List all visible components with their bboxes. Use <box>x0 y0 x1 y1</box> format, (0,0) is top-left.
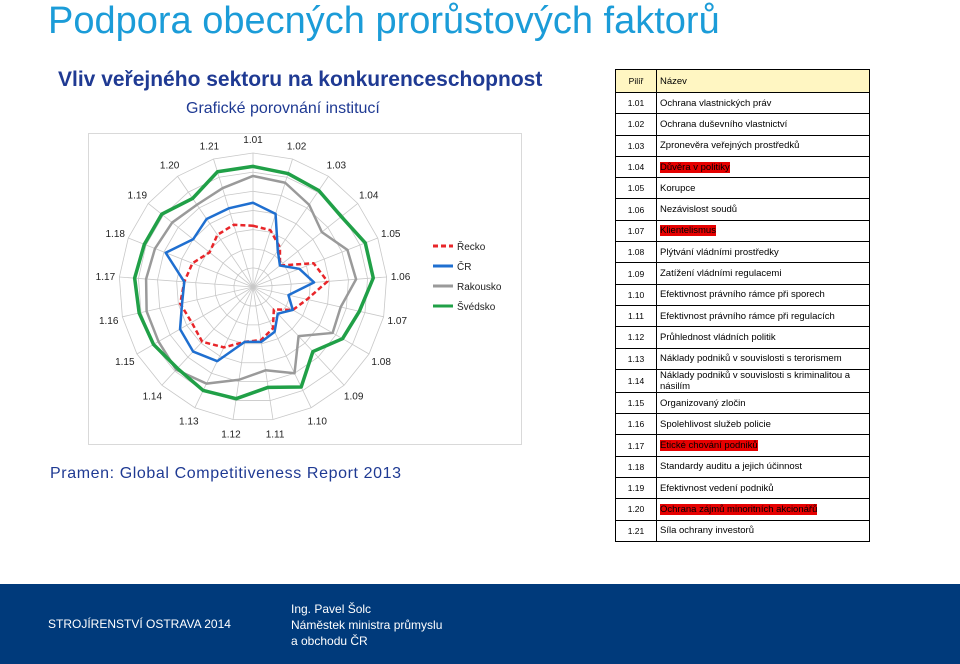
pillar-name <box>657 263 870 284</box>
radar-axis-spoke <box>119 277 253 287</box>
pillar-code: 1.06 <box>616 199 657 220</box>
pillar-code: 1.17 <box>616 435 657 456</box>
pillar-name <box>657 435 870 456</box>
pillar-code: 1.04 <box>616 156 657 177</box>
legend-label-4: Švédsko <box>457 302 496 313</box>
pillar-name <box>657 93 870 114</box>
pillar-name-text: Korupce <box>660 182 696 194</box>
pillar-name <box>657 414 870 435</box>
table-header-row <box>616 70 870 93</box>
radar-axis-label: 1.11 <box>265 429 285 441</box>
radar-axis-label: 1.14 <box>142 391 163 403</box>
pillar-name-text: Ochrana vlastnických práv <box>660 97 772 109</box>
pillar-name <box>657 178 870 199</box>
pillar-code: 1.14 <box>616 369 657 392</box>
table-row <box>616 242 870 263</box>
table-row <box>616 414 870 435</box>
radar-axis-label: 1.10 <box>307 416 327 428</box>
pillar-name-text: Náklady podniků v souvislosti s kriminalitou a násilím <box>660 369 851 392</box>
radar-axis-label: 1.19 <box>127 190 148 202</box>
pillar-code: 1.03 <box>616 135 657 156</box>
table-row <box>616 93 870 114</box>
table-row <box>616 520 870 541</box>
table-row <box>616 305 870 326</box>
chart-caption: Grafické porovnání institucí <box>186 100 380 117</box>
header-name: Název <box>657 70 870 93</box>
pillar-name <box>657 284 870 305</box>
radar-axis-label: 1.03 <box>326 160 347 172</box>
radar-axis-spoke <box>253 238 378 287</box>
pillar-name-text: Důvěra v politiky <box>660 161 730 173</box>
pillar-name-text: Nezávislost soudů <box>660 204 738 216</box>
radar-axis-label: 1.09 <box>343 391 364 403</box>
radar-chart <box>88 133 522 445</box>
pillar-name-text: Klientelismus <box>660 225 716 237</box>
radar-axis-label: 1.07 <box>387 315 408 327</box>
radar-axis-label: 1.02 <box>286 141 307 153</box>
pillar-name <box>657 456 870 477</box>
pillar-code: 1.07 <box>616 220 657 241</box>
radar-axis-spoke <box>122 287 253 317</box>
pillar-name-text: Spolehlivost služeb policie <box>660 418 771 430</box>
radar-axis-label: 1.13 <box>179 416 199 428</box>
radar-axis-label: 1.21 <box>199 141 220 153</box>
pillar-name <box>657 348 870 369</box>
table-row <box>616 348 870 369</box>
pillar-name-text: Náklady podniků v souvislosti s terorismem <box>660 353 842 365</box>
pillar-name-text: Efektivnost právního rámce při regulacích <box>660 310 835 322</box>
pillar-name <box>657 478 870 499</box>
pillar-name <box>657 392 870 413</box>
radar-axis-label: 1.01 <box>243 135 263 146</box>
pillar-name-text: Ochrana duševního vlastnictví <box>660 118 788 130</box>
table-row <box>616 135 870 156</box>
pillar-table <box>615 69 870 542</box>
pillar-code: 1.13 <box>616 348 657 369</box>
legend-label-3: Rakousko <box>457 282 502 293</box>
table-row <box>616 284 870 305</box>
table-row <box>616 156 870 177</box>
legend-label-1: Řecko <box>457 242 486 253</box>
pillar-code: 1.12 <box>616 327 657 348</box>
footer-bar <box>0 584 960 664</box>
table-row <box>616 178 870 199</box>
table-row <box>616 456 870 477</box>
pillar-name-text: Organizovaný zločin <box>660 397 746 409</box>
table-row <box>616 392 870 413</box>
radar-axis-label: 1.04 <box>358 190 379 202</box>
pillar-name <box>657 242 870 263</box>
pillar-name-text: Efektivnost právního rámce při sporech <box>660 289 825 301</box>
pillar-name <box>657 199 870 220</box>
footer-author-org: a obchodu ČR <box>291 634 368 648</box>
table-row <box>616 369 870 392</box>
pillar-name-text: Průhlednost vládních politik <box>660 331 776 343</box>
pillar-code: 1.21 <box>616 520 657 541</box>
pillar-name-text: Síla ochrany investorů <box>660 525 754 537</box>
pillar-name <box>657 369 870 392</box>
pillar-name-text: Ochrana zájmů minoritních akcionářů <box>660 503 818 515</box>
pillar-name <box>657 305 870 326</box>
slide-subtitle: Vliv veřejného sektoru na konkurenceschopnost <box>58 68 543 91</box>
table-row <box>616 220 870 241</box>
pillar-name-text: Efektivnost vedení podniků <box>660 482 774 494</box>
pillar-code: 1.08 <box>616 242 657 263</box>
radar-chart-svg <box>89 134 521 444</box>
table-row <box>616 499 870 520</box>
pillar-code: 1.20 <box>616 499 657 520</box>
header-code: Pilíř <box>616 70 657 93</box>
pillar-name-text: Standardy auditu a jejich účinnost <box>660 461 803 473</box>
footer-author-role: Náměstek ministra průmyslu <box>291 618 443 632</box>
pillar-name <box>657 156 870 177</box>
pillar-name <box>657 520 870 541</box>
radar-axis-label: 1.17 <box>95 271 116 283</box>
pillar-code: 1.15 <box>616 392 657 413</box>
pillar-name-text: Plýtvání vládními prostředky <box>660 246 779 258</box>
pillar-name <box>657 327 870 348</box>
radar-axis-label: 1.06 <box>390 271 411 283</box>
table-row <box>616 327 870 348</box>
radar-axis-label: 1.15 <box>115 357 135 368</box>
pillar-code: 1.01 <box>616 93 657 114</box>
pillar-code: 1.11 <box>616 305 657 326</box>
pillar-name-text: Zatížení vládními regulacemi <box>660 268 782 280</box>
pillar-name <box>657 220 870 241</box>
radar-axis-label: 1.05 <box>381 228 401 240</box>
radar-axis-label: 1.12 <box>221 429 241 441</box>
table-row <box>616 478 870 499</box>
pillar-name <box>657 135 870 156</box>
pillar-name <box>657 499 870 520</box>
radar-axis-label: 1.18 <box>105 228 125 240</box>
pillar-code: 1.19 <box>616 478 657 499</box>
radar-axis-spoke <box>253 277 387 287</box>
radar-axis-spoke <box>148 203 253 287</box>
pillar-code: 1.16 <box>616 414 657 435</box>
table-row <box>616 435 870 456</box>
radar-axis-label: 1.16 <box>98 315 119 327</box>
slide-title: Podpora obecných prorůstových faktorů <box>48 0 720 42</box>
radar-axis-label: 1.08 <box>371 357 391 368</box>
pillar-code: 1.02 <box>616 114 657 135</box>
pillar-name-text: Zpronevěra veřejných prostředků <box>660 140 800 152</box>
source-note: Pramen: Global Competitiveness Report 2013 <box>50 465 402 482</box>
radar-axis-label: 1.20 <box>159 160 180 172</box>
pillar-code: 1.09 <box>616 263 657 284</box>
table-row <box>616 199 870 220</box>
pillar-name-text: Etické chování podniků <box>660 440 758 452</box>
footer-author <box>291 601 442 649</box>
legend-label-2: ČR <box>457 262 472 273</box>
pillar-name <box>657 114 870 135</box>
footer-author-name: Ing. Pavel Šolc <box>291 602 372 616</box>
table-row <box>616 263 870 284</box>
table-row <box>616 114 870 135</box>
footer-event: STROJÍRENSTVÍ OSTRAVA 2014 <box>48 617 231 631</box>
pillar-code: 1.05 <box>616 178 657 199</box>
pillar-code: 1.10 <box>616 284 657 305</box>
pillar-code: 1.18 <box>616 456 657 477</box>
